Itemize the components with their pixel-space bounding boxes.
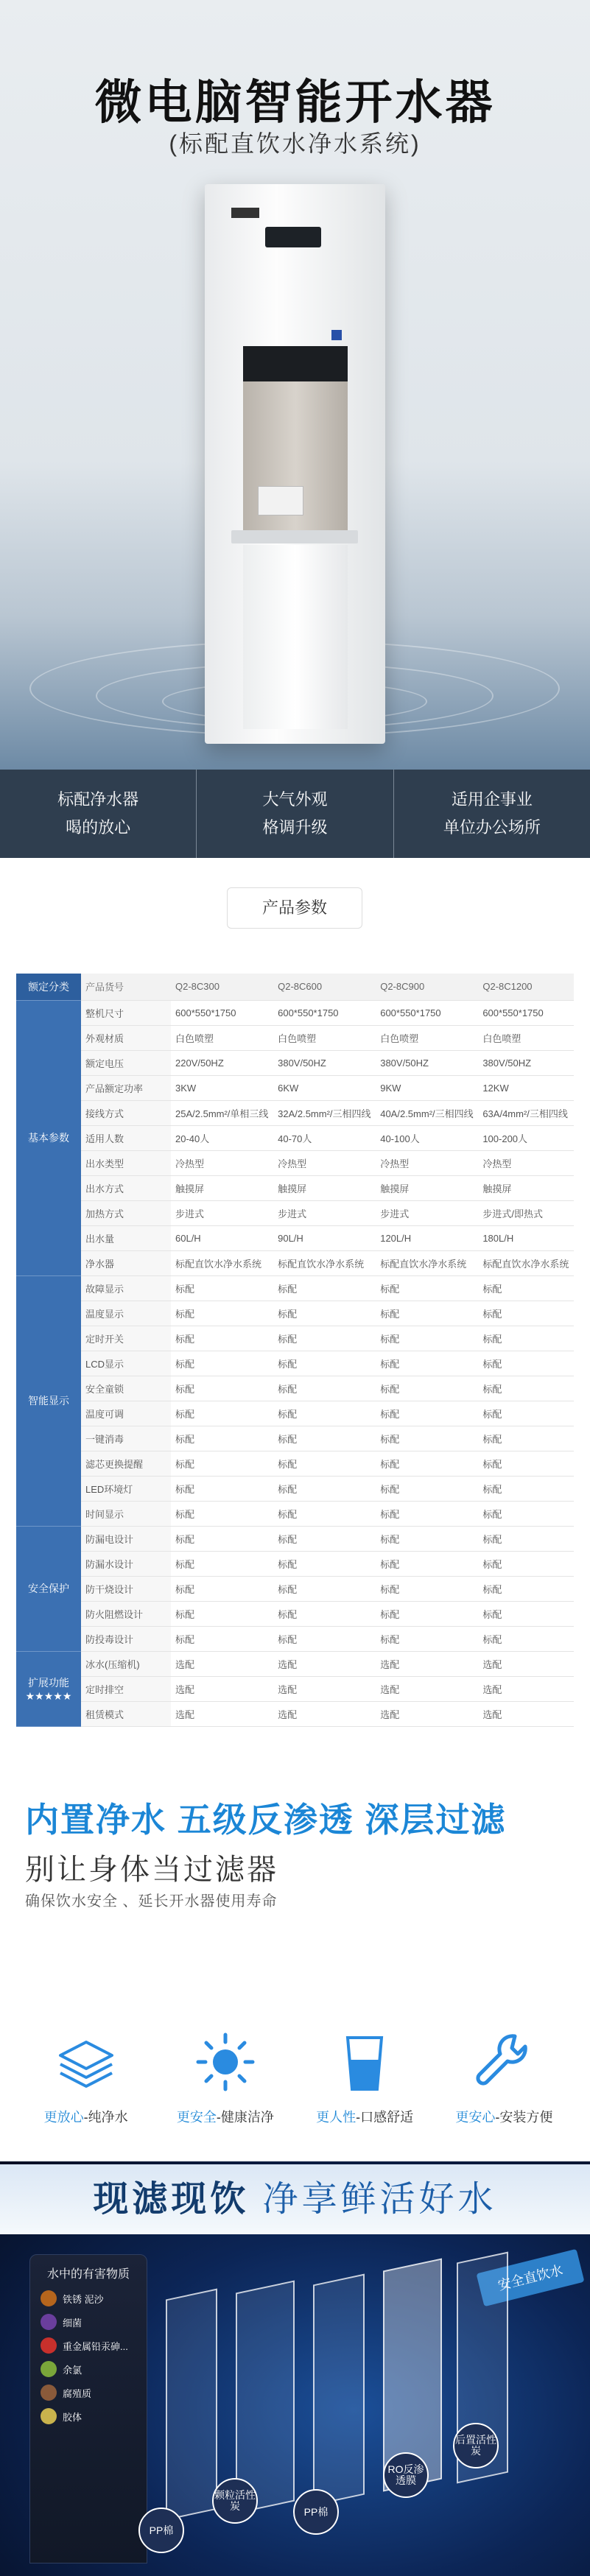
table-row — [16, 1250, 574, 1275]
value-cell: 标配 — [273, 1626, 376, 1651]
field-cell: 整机尺寸 — [81, 1000, 171, 1025]
value-cell: 标配 — [273, 1376, 376, 1401]
cup-icon — [331, 2029, 398, 2095]
field-cell: 适用人数 — [81, 1125, 171, 1150]
value-cell: 3KW — [171, 1075, 273, 1100]
value-cell: 标配直饮水净水系统 — [273, 1250, 376, 1275]
value-cell: 600*550*1750 — [376, 1000, 478, 1025]
value-cell: 白色喷塑 — [478, 1025, 574, 1050]
field-cell: 防投毒设计 — [81, 1626, 171, 1651]
value-cell: 标配 — [478, 1576, 574, 1601]
value-cell: 标配 — [376, 1326, 478, 1351]
value-cell: 标配 — [478, 1275, 574, 1301]
value-cell: 600*550*1750 — [478, 1000, 574, 1025]
feature-item: 大气外观 格调升级 — [197, 770, 393, 858]
field-cell: 额定电压 — [81, 1050, 171, 1075]
sun-icon — [192, 2029, 259, 2095]
field-cell: 出水量 — [81, 1225, 171, 1250]
layers-icon — [53, 2029, 119, 2095]
value-cell: 标配 — [273, 1501, 376, 1526]
value-cell: 标配 — [171, 1376, 273, 1401]
value-cell: 标配直饮水净水系统 — [376, 1250, 478, 1275]
field-cell: 产品额定功率 — [81, 1075, 171, 1100]
table-row — [16, 1125, 574, 1150]
feature-bar — [0, 770, 590, 858]
field-cell: 定时开关 — [81, 1326, 171, 1351]
value-cell: 标配 — [478, 1526, 574, 1551]
harm-item: 细菌 — [41, 2314, 147, 2330]
harm-item: 铁锈 泥沙 — [41, 2290, 147, 2306]
table-row — [16, 1000, 574, 1025]
value-cell: 标配 — [376, 1401, 478, 1426]
value-cell: 60L/H — [171, 1225, 273, 1250]
field-cell: 定时排空 — [81, 1676, 171, 1701]
harmful-substances-card — [29, 2254, 147, 2563]
lcd-display — [265, 227, 321, 247]
value-cell: 标配 — [171, 1476, 273, 1501]
field-cell: 防漏电设计 — [81, 1526, 171, 1551]
contaminant-icon — [41, 2361, 57, 2377]
filter-subheadline: 别让身体当过滤器 — [25, 1854, 278, 1886]
nameplate — [258, 486, 303, 515]
value-cell: 标配 — [376, 1376, 478, 1401]
value-cell: 冷热型 — [273, 1150, 376, 1175]
value-cell: 选配 — [478, 1701, 574, 1726]
benefit-item: 更安心-安装方便 — [435, 2029, 574, 2139]
value-cell: 选配 — [376, 1701, 478, 1726]
value-cell: 90L/H — [273, 1225, 376, 1250]
field-cell: LED环境灯 — [81, 1476, 171, 1501]
category-cell: 额定分类 — [16, 974, 81, 1000]
value-cell: 标配 — [273, 1476, 376, 1501]
table-row — [16, 1601, 574, 1626]
table-row — [16, 1326, 574, 1351]
value-cell: 标配 — [171, 1275, 273, 1301]
value-cell: 选配 — [273, 1676, 376, 1701]
cabinet-door — [243, 545, 348, 729]
filter-description: 确保饮水安全 、延长开水器使用寿命 — [25, 1893, 278, 1910]
field-cell: 安全童锁 — [81, 1376, 171, 1401]
field-cell: 冰水(压缩机) — [81, 1651, 171, 1676]
table-row — [16, 1551, 574, 1576]
value-cell: 25A/2.5mm²/单相三线 — [171, 1100, 273, 1125]
table-row — [16, 1376, 574, 1401]
value-cell: 白色喷塑 — [376, 1025, 478, 1050]
drip-tray — [231, 530, 358, 543]
harm-item: 重金属铅汞砷... — [41, 2337, 147, 2354]
water-boiler-image — [205, 184, 385, 744]
value-cell: 标配 — [273, 1601, 376, 1626]
value-cell: 标配 — [273, 1576, 376, 1601]
value-cell: 标配 — [376, 1301, 478, 1326]
stage-label: 后置活性炭 — [453, 2423, 499, 2468]
value-cell: 标配 — [376, 1576, 478, 1601]
table-row — [16, 1301, 574, 1326]
field-cell: 出水类型 — [81, 1150, 171, 1175]
spec-table — [16, 974, 574, 1727]
feature-item: 标配净水器 喝的放心 — [0, 770, 197, 858]
table-row — [16, 1200, 574, 1225]
benefit-item: 更人性-口感舒适 — [295, 2029, 435, 2139]
value-cell: 标配 — [273, 1301, 376, 1326]
filter-stage-carbon — [236, 2280, 295, 2513]
stage-label: RO反渗透膜 — [383, 2452, 429, 2498]
value-cell: 步进式 — [171, 1200, 273, 1225]
table-row — [16, 1651, 574, 1676]
hero-title: 微电脑智能开水器 — [94, 76, 496, 129]
value-cell: 标配 — [478, 1476, 574, 1501]
value-cell: 380V/50HZ — [478, 1050, 574, 1075]
contaminant-icon — [41, 2290, 57, 2306]
value-cell: 触摸屏 — [376, 1175, 478, 1200]
value-cell: 步进式/即热式 — [478, 1200, 574, 1225]
value-cell: 标配 — [376, 1275, 478, 1301]
value-cell: 120L/H — [376, 1225, 478, 1250]
value-cell: 标配 — [478, 1626, 574, 1651]
value-cell: 白色喷塑 — [273, 1025, 376, 1050]
stage-label: PP棉 — [138, 2508, 184, 2553]
value-cell: 步进式 — [376, 1200, 478, 1225]
value-cell: 40-70人 — [273, 1125, 376, 1150]
product-params-button[interactable]: 产品参数 — [227, 887, 362, 929]
value-cell: 标配 — [171, 1326, 273, 1351]
category-cell: 基本参数 — [16, 1000, 81, 1275]
value-cell: 标配 — [376, 1601, 478, 1626]
value-cell: 标配 — [273, 1426, 376, 1451]
value-cell: 标配直饮水净水系统 — [478, 1250, 574, 1275]
field-cell: 温度可调 — [81, 1401, 171, 1426]
value-cell: 标配直饮水净水系统 — [171, 1250, 273, 1275]
field-cell: 防干烧设计 — [81, 1576, 171, 1601]
value-cell: 触摸屏 — [171, 1175, 273, 1200]
table-row — [16, 1451, 574, 1476]
contaminant-icon — [41, 2408, 57, 2424]
value-cell: 标配 — [273, 1451, 376, 1476]
table-header-row — [16, 974, 574, 1000]
field-cell: 滤芯更换提醒 — [81, 1451, 171, 1476]
stage-label: PP棉 — [293, 2489, 339, 2535]
table-row — [16, 1426, 574, 1451]
value-cell: 32A/2.5mm²/三相四线 — [273, 1100, 376, 1125]
table-row — [16, 1626, 574, 1651]
value-cell: 40A/2.5mm²/三相四线 — [376, 1100, 478, 1125]
value-cell: 标配 — [171, 1451, 273, 1476]
table-row — [16, 1401, 574, 1426]
value-cell: 标配 — [376, 1526, 478, 1551]
value-cell: 380V/50HZ — [273, 1050, 376, 1075]
value-cell: 选配 — [171, 1651, 273, 1676]
feature-item: 适用企事业 单位办公场所 — [443, 790, 541, 837]
value-cell: 标配 — [171, 1351, 273, 1376]
value-cell: 白色喷塑 — [171, 1025, 273, 1050]
value-cell: 100-200人 — [478, 1125, 574, 1150]
value-cell: 标配 — [171, 1426, 273, 1451]
value-cell: 标配 — [171, 1526, 273, 1551]
value-cell: 12KW — [478, 1075, 574, 1100]
field-cell: 故障显示 — [81, 1275, 171, 1301]
value-cell: 180L/H — [478, 1225, 574, 1250]
field-cell: 出水方式 — [81, 1175, 171, 1200]
field-cell: 加热方式 — [81, 1200, 171, 1225]
table-row — [16, 1501, 574, 1526]
value-cell: 标配 — [376, 1426, 478, 1451]
table-row — [16, 1701, 574, 1726]
value-cell: 标配 — [478, 1301, 574, 1326]
value-cell: 冷热型 — [478, 1150, 574, 1175]
value-cell: 选配 — [376, 1651, 478, 1676]
control-panel — [243, 346, 348, 381]
field-cell: 温度显示 — [81, 1301, 171, 1326]
value-cell: 标配 — [273, 1551, 376, 1576]
value-cell: 6KW — [273, 1075, 376, 1100]
table-row — [16, 1025, 574, 1050]
value-cell: 标配 — [171, 1601, 273, 1626]
params-section — [0, 858, 590, 1786]
field-cell: 净水器 — [81, 1250, 171, 1275]
value-cell: 标配 — [171, 1626, 273, 1651]
stage-label: 颗粒活性炭 — [212, 2478, 258, 2524]
table-row — [16, 1576, 574, 1601]
value-cell: 标配 — [376, 1351, 478, 1376]
value-cell: 标配 — [171, 1501, 273, 1526]
value-cell: 标配 — [273, 1326, 376, 1351]
contaminant-icon — [41, 2385, 57, 2401]
model-cell: Q2-8C1200 — [478, 974, 574, 1000]
model-cell: Q2-8C900 — [376, 974, 478, 1000]
value-cell: 标配 — [478, 1401, 574, 1426]
model-cell: Q2-8C600 — [273, 974, 376, 1000]
value-cell: 标配 — [171, 1401, 273, 1426]
filter-section — [0, 1786, 590, 2161]
benefit-item: 更放心-纯净水 — [16, 2029, 155, 2139]
field-cell: 一键消毒 — [81, 1426, 171, 1451]
harm-item: 腐殖质 — [41, 2385, 147, 2401]
field-cell: 产品货号 — [81, 974, 171, 1000]
filtration-section — [0, 2161, 590, 2576]
table-row — [16, 1075, 574, 1100]
value-cell: 标配 — [376, 1476, 478, 1501]
value-cell: 标配 — [171, 1301, 273, 1326]
value-cell: 触摸屏 — [478, 1175, 574, 1200]
value-cell: 选配 — [478, 1676, 574, 1701]
table-row — [16, 1351, 574, 1376]
table-row — [16, 1150, 574, 1175]
brand-logo — [231, 208, 259, 218]
wrench-icon — [471, 2029, 537, 2095]
value-cell: 20-40人 — [171, 1125, 273, 1150]
table-row — [16, 1175, 574, 1200]
value-cell: 标配 — [171, 1576, 273, 1601]
value-cell: 标配 — [478, 1451, 574, 1476]
value-cell: 220V/50HZ — [171, 1050, 273, 1075]
table-row — [16, 1676, 574, 1701]
field-cell: LCD显示 — [81, 1351, 171, 1376]
benefit-icons — [16, 2029, 574, 2139]
harm-item: 胶体 — [41, 2408, 147, 2424]
value-cell: 选配 — [171, 1701, 273, 1726]
value-cell: 标配 — [376, 1451, 478, 1476]
value-cell: 标配 — [171, 1551, 273, 1576]
contaminant-icon — [41, 2314, 57, 2330]
value-cell: 标配 — [273, 1275, 376, 1301]
badge-icon — [331, 330, 342, 340]
category-cell: 安全保护 — [16, 1526, 81, 1651]
table-row — [16, 1275, 574, 1301]
table-row — [16, 1476, 574, 1501]
harm-item: 余氯 — [41, 2361, 147, 2377]
value-cell: 标配 — [376, 1551, 478, 1576]
table-row — [16, 1526, 574, 1551]
value-cell: 触摸屏 — [273, 1175, 376, 1200]
harm-title: 水中的有害物质 — [46, 2268, 130, 2281]
value-cell: 标配 — [478, 1326, 574, 1351]
value-cell: 标配 — [478, 1426, 574, 1451]
table-row — [16, 1100, 574, 1125]
value-cell: 冷热型 — [171, 1150, 273, 1175]
value-cell: 选配 — [273, 1701, 376, 1726]
value-cell: 标配 — [478, 1351, 574, 1376]
field-cell: 接线方式 — [81, 1100, 171, 1125]
value-cell: 选配 — [273, 1651, 376, 1676]
hero-section — [0, 0, 590, 837]
value-cell: 标配 — [273, 1351, 376, 1376]
value-cell: 标配 — [478, 1601, 574, 1626]
filter-stage-pp2 — [313, 2274, 365, 2506]
value-cell: 40-100人 — [376, 1125, 478, 1150]
category-cell: 扩展功能 ★★★★★ — [16, 1651, 81, 1726]
table-row — [16, 1225, 574, 1250]
field-cell: 外观材质 — [81, 1025, 171, 1050]
value-cell: 标配 — [478, 1501, 574, 1526]
hero-subtitle: (标配直饮水净水系统) — [169, 130, 421, 157]
value-cell: 标配 — [273, 1526, 376, 1551]
value-cell: 600*550*1750 — [273, 1000, 376, 1025]
filtration-title: 现滤现饮 净享鲜活好水 — [0, 2164, 590, 2234]
contaminant-icon — [41, 2337, 57, 2354]
value-cell: 9KW — [376, 1075, 478, 1100]
value-cell: 冷热型 — [376, 1150, 478, 1175]
value-cell: 63A/4mm²/三相四线 — [478, 1100, 574, 1125]
value-cell: 标配 — [273, 1401, 376, 1426]
filter-headline: 内置净水 五级反渗透 深层过滤 — [25, 1801, 507, 1839]
value-cell: 600*550*1750 — [171, 1000, 273, 1025]
value-cell: 选配 — [478, 1651, 574, 1676]
field-cell: 租赁模式 — [81, 1701, 171, 1726]
value-cell: 步进式 — [273, 1200, 376, 1225]
value-cell: 380V/50HZ — [376, 1050, 478, 1075]
field-cell: 时间显示 — [81, 1501, 171, 1526]
model-cell: Q2-8C300 — [171, 974, 273, 1000]
filter-stage-pp — [166, 2289, 217, 2521]
value-cell: 选配 — [171, 1676, 273, 1701]
safe-drinking-banner: 安全直饮水 — [477, 2249, 585, 2307]
field-cell: 防火阻燃设计 — [81, 1601, 171, 1626]
value-cell: 标配 — [376, 1501, 478, 1526]
field-cell: 防漏水设计 — [81, 1551, 171, 1576]
benefit-item: 更安全-健康洁净 — [155, 2029, 295, 2139]
value-cell: 标配 — [478, 1551, 574, 1576]
value-cell: 标配 — [478, 1376, 574, 1401]
table-row — [16, 1050, 574, 1075]
value-cell: 选配 — [376, 1676, 478, 1701]
category-cell: 智能显示 — [16, 1275, 81, 1526]
value-cell: 标配 — [376, 1626, 478, 1651]
